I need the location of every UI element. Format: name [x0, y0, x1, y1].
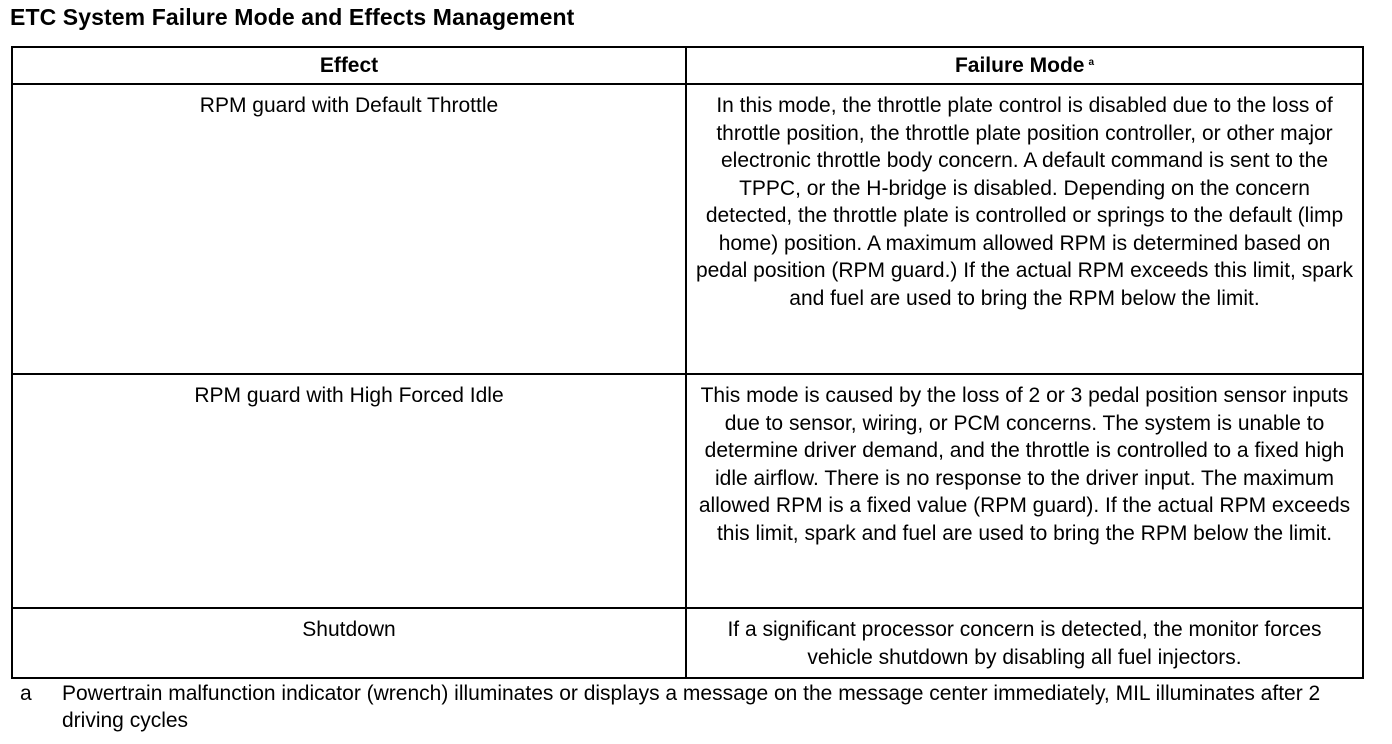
effect-text: Shutdown — [302, 618, 396, 641]
column-header-failure-mode-label: Failure Mode — [954, 53, 1085, 77]
table-header-row — [12, 47, 1363, 84]
page-title: ETC System Failure Mode and Effects Management — [10, 4, 575, 30]
failure-mode-text: This mode is caused by the loss of 2 or 3 pedal position sensor inputs due to sensor, wiring, or PCM concerns. The system is unable to determine driver demand, and the throttle is controlled to a fixed high idle airflow. There is no response to the driver input. The maximum allowed RPM is a fixed value (RPM guard). If the actual RPM exceeds this limit, spark and fuel are used to bring the RPM below the limit. — [698, 384, 1351, 545]
failure-mode-table — [11, 46, 1364, 679]
column-header-effect — [12, 47, 686, 84]
column-header-effect-label: Effect — [319, 53, 379, 77]
failure-mode-text: In this mode, the throttle plate control is disabled due to the loss of throttle position, the throttle plate position controller, or other major electronic throttle body concern. A default command is sent to the TPPC, or the H-bridge is disabled. Depending on the concern detected, the throttle plate is controlled or springs to the default (limp home) position. A maximum allowed RPM is determined based on pedal position (RPM guard.) If the actual RPM exceeds this limit, spark and fuel are used to bring the RPM below the limit. — [695, 94, 1354, 310]
footnote-reference-marker: a — [1088, 56, 1095, 68]
footnote-marker: a — [20, 682, 32, 705]
effect-cell — [12, 374, 686, 608]
failure-mode-cell — [686, 84, 1363, 374]
failure-mode-cell — [686, 374, 1363, 608]
effect-cell — [12, 84, 686, 374]
effect-cell — [12, 608, 686, 678]
table-row — [12, 374, 1363, 608]
effect-text: RPM guard with Default Throttle — [199, 94, 499, 117]
footnote-text: Powertrain malfunction indicator (wrench) illuminates or displays a message on the message center immediately, MIL illuminates after 2 driving cycles — [62, 682, 1321, 732]
failure-mode-cell — [686, 608, 1363, 678]
column-header-failure-mode — [686, 47, 1363, 84]
failure-mode-text: If a significant processor concern is detected, the monitor forces vehicle shutdown by disabling all fuel injectors. — [727, 618, 1322, 669]
effect-text: RPM guard with High Forced Idle — [194, 384, 504, 407]
table-row — [12, 84, 1363, 374]
table-row — [12, 608, 1363, 678]
